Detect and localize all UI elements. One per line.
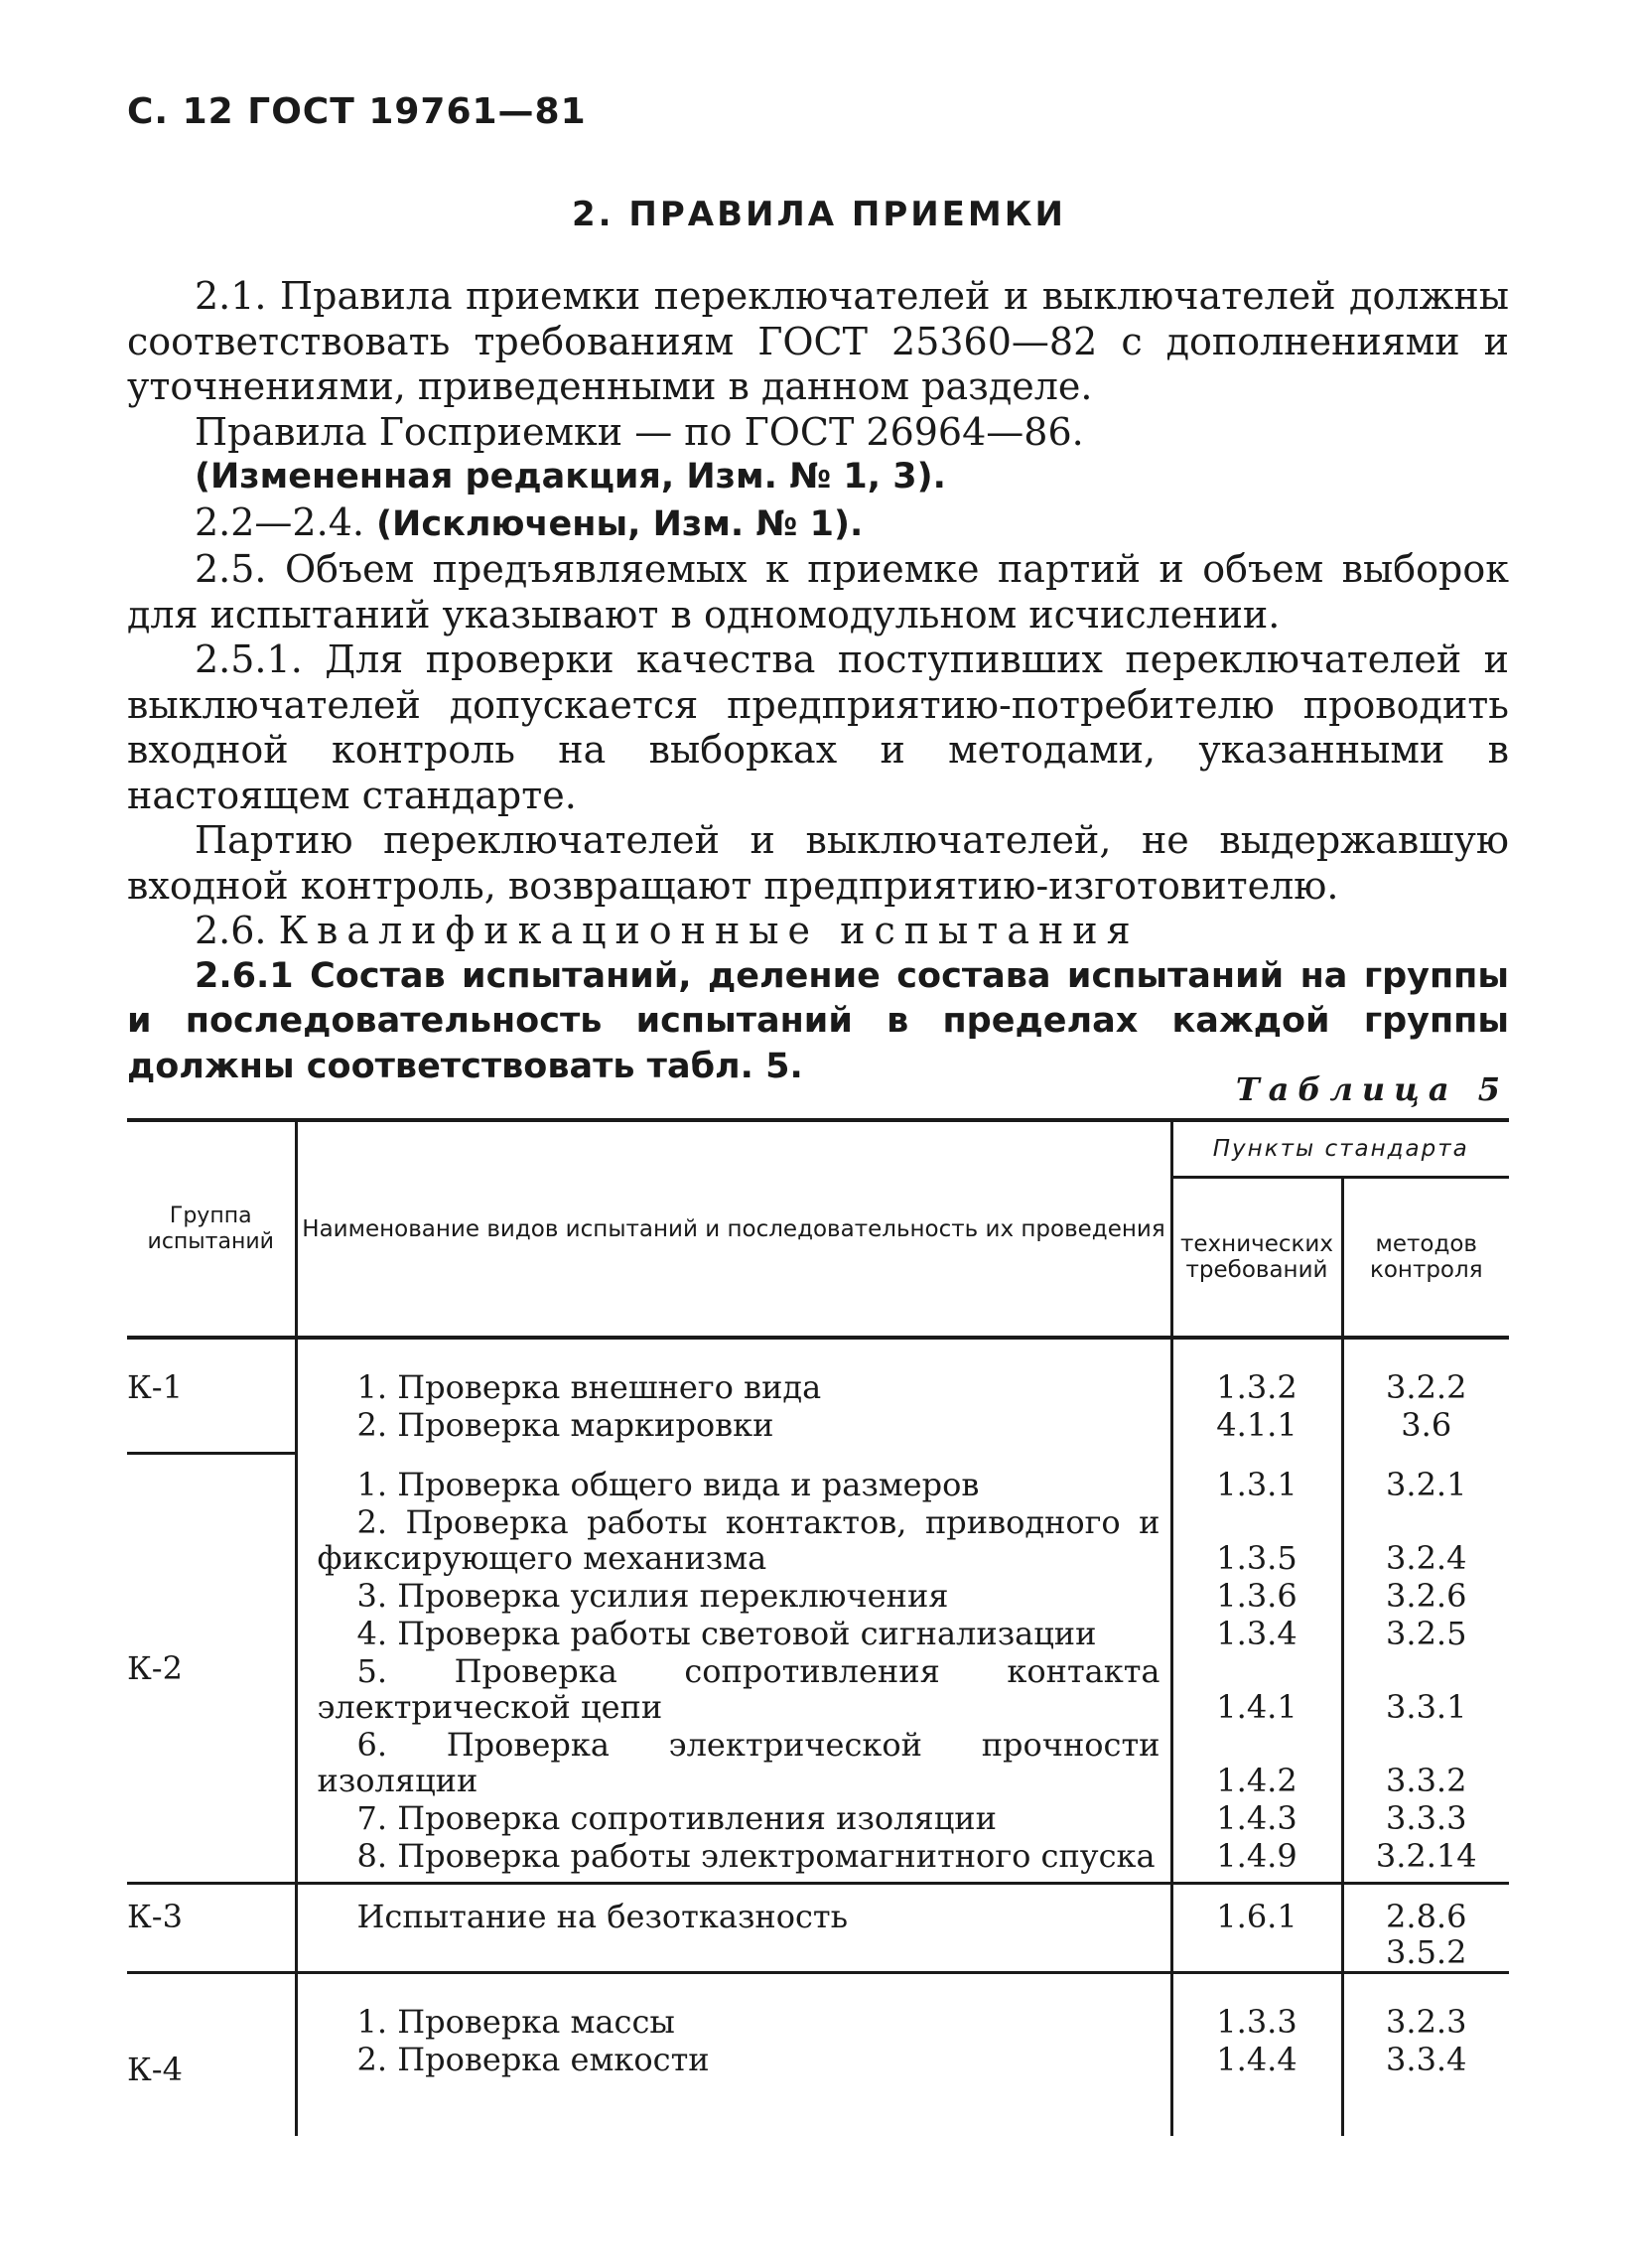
test-name: 1. Проверка общего вида и размеров: [356, 1466, 980, 1503]
table-row: [127, 2041, 1509, 2136]
paragraph-2-6: [127, 909, 1509, 954]
test-name: 5. Проверка сопротивления контакта электрической цепи: [317, 1652, 1160, 1726]
paragraph-gospriemka: Правила Госприемки — по ГОСТ 26964—86.: [195, 409, 1084, 454]
group-label: К-1: [127, 1368, 183, 1406]
table-row: [127, 1406, 1509, 1453]
method-ref: 3.2.6: [1342, 1577, 1509, 1615]
header-group: Группа испытаний: [127, 1120, 296, 1338]
test-name: 2. Проверка работы контактов, приводного и фиксирующего механизма: [317, 1503, 1160, 1577]
tech-ref: 1.4.2: [1171, 1726, 1342, 1799]
page-header: С. 12 ГОСТ 19761—81: [127, 91, 587, 132]
method-ref: [1342, 1884, 1509, 1973]
table-row: [127, 1453, 1509, 1503]
paragraph-2-6-number: 2.6.: [195, 909, 267, 952]
group-label: К-4: [127, 1973, 296, 2137]
test-name: 2. Проверка маркировки: [356, 1406, 774, 1444]
paragraph-2-2-2-4: [127, 500, 1509, 548]
section-title: 2. ПРАВИЛА ПРИЕМКИ: [572, 195, 1066, 234]
paragraph-party-line1: Партию переключателей и выключателей, не выдержавшую: [195, 818, 1509, 862]
paragraph-2-6-title: Квалификационные испытания: [278, 909, 1140, 952]
table-row: [127, 1799, 1509, 1837]
table-row: [127, 1615, 1509, 1652]
method-ref: 3.2.4: [1342, 1503, 1509, 1577]
tech-ref: 1.4.9: [1171, 1837, 1342, 1884]
table-caption: Таблица 5: [1235, 1070, 1509, 1108]
paragraph-2-6-1-text: Состав испытаний, деление состава испытаний на группы и последовательность испытаний в пределах каждой группы должны соответствовать табл. 5.: [127, 955, 1509, 1086]
paragraph-2-2-number: 2.2—2.4.: [195, 499, 364, 544]
method-ref: 3.3.2: [1342, 1726, 1509, 1799]
method-ref: 3.2.14: [1342, 1837, 1509, 1884]
tech-ref: 1.4.3: [1171, 1799, 1342, 1837]
table-row: [127, 1577, 1509, 1615]
tests-table: [127, 1118, 1509, 2136]
paragraph-party-line2: входной контроль, возвращают предприятию-изготовителю.: [127, 863, 1339, 908]
tech-ref: 1.4.4: [1171, 2041, 1342, 2136]
table-row: [127, 1652, 1509, 1726]
header-name: Наименование видов испытаний и последовательность их проведения: [296, 1120, 1171, 1338]
paragraph-2-5-1: 2.5.1. Для проверки качества поступивших переключателей и выключателей допускается предприятию-потребителю проводить входной контроль на выборках и методами, указанными в настоящем стандарте.: [127, 638, 1509, 817]
method-ref: 3.2.1: [1342, 1453, 1509, 1503]
test-name: 8. Проверка работы электромагнитного спуска: [356, 1837, 1156, 1875]
tech-ref: 1.3.4: [1171, 1615, 1342, 1652]
test-name: 1. Проверка внешнего вида: [356, 1368, 822, 1406]
tech-ref: 1.3.5: [1171, 1503, 1342, 1577]
method-ref: 3.3.4: [1342, 2041, 1509, 2136]
paragraph-2-1: 2.1. Правила приемки переключателей и выключателей должны соответствовать требованиям ГОСТ 25360—82 с дополнениями и уточнениями, приведенными в данном разделе.: [127, 274, 1509, 408]
tech-ref: 1.3.6: [1171, 1577, 1342, 1615]
test-name: 1. Проверка массы: [356, 2003, 675, 2041]
method-ref-line: 3.5.2: [1386, 1933, 1467, 1971]
test-name: 6. Проверка электрической прочности изоляции: [317, 1726, 1160, 1799]
table-row: [127, 1973, 1509, 2042]
group-label: К-2: [127, 1453, 296, 1884]
method-ref: 3.3.1: [1342, 1652, 1509, 1726]
test-name: Испытание на безотказность: [356, 1898, 849, 1935]
paragraph-2-6-1-number: 2.6.1: [195, 955, 294, 996]
method-ref: 3.6: [1342, 1406, 1509, 1453]
tech-ref: 1.3.3: [1171, 1973, 1342, 2042]
paragraph-changed-edition: (Измененная редакция, Изм. № 1, 3).: [195, 457, 946, 496]
tech-ref: 1.3.2: [1171, 1338, 1342, 1406]
paragraph-2-6-1: [127, 954, 1509, 1090]
table-row: [127, 1503, 1509, 1577]
method-ref-line: 2.8.6: [1386, 1898, 1467, 1935]
method-ref: 3.2.3: [1342, 1973, 1509, 2042]
tech-ref: 4.1.1: [1171, 1406, 1342, 1453]
table-row: [127, 1726, 1509, 1799]
paragraph-2-5: 2.5. Объем предъявляемых к приемке партий и объем выборок для испытаний указывают в одномодульном исчислении.: [127, 547, 1509, 637]
method-ref: 3.3.3: [1342, 1799, 1509, 1837]
table-row: [127, 1837, 1509, 1884]
table-row: [127, 1884, 1509, 1973]
method-ref: 3.2.2: [1342, 1338, 1509, 1406]
table-row: [127, 1338, 1509, 1406]
header-tech: технических требований: [1171, 1178, 1342, 1339]
header-methods: методов контроля: [1342, 1178, 1509, 1339]
method-ref: 3.2.5: [1342, 1615, 1509, 1652]
tech-ref: 1.6.1: [1171, 1884, 1342, 1973]
header-points: Пункты стандарта: [1171, 1120, 1509, 1178]
test-name: 3. Проверка усилия переключения: [356, 1577, 949, 1615]
test-name: 4. Проверка работы световой сигнализации: [356, 1615, 1097, 1652]
tech-ref: 1.4.1: [1171, 1652, 1342, 1726]
body-text: [127, 274, 1509, 1089]
group-label: К-3: [127, 1884, 296, 1973]
test-name: 7. Проверка сопротивления изоляции: [356, 1799, 997, 1837]
paragraph-2-2-excluded: (Исключены, Изм. № 1).: [376, 503, 864, 544]
tech-ref: 1.3.1: [1171, 1453, 1342, 1503]
test-name: 2. Проверка емкости: [356, 2041, 710, 2078]
